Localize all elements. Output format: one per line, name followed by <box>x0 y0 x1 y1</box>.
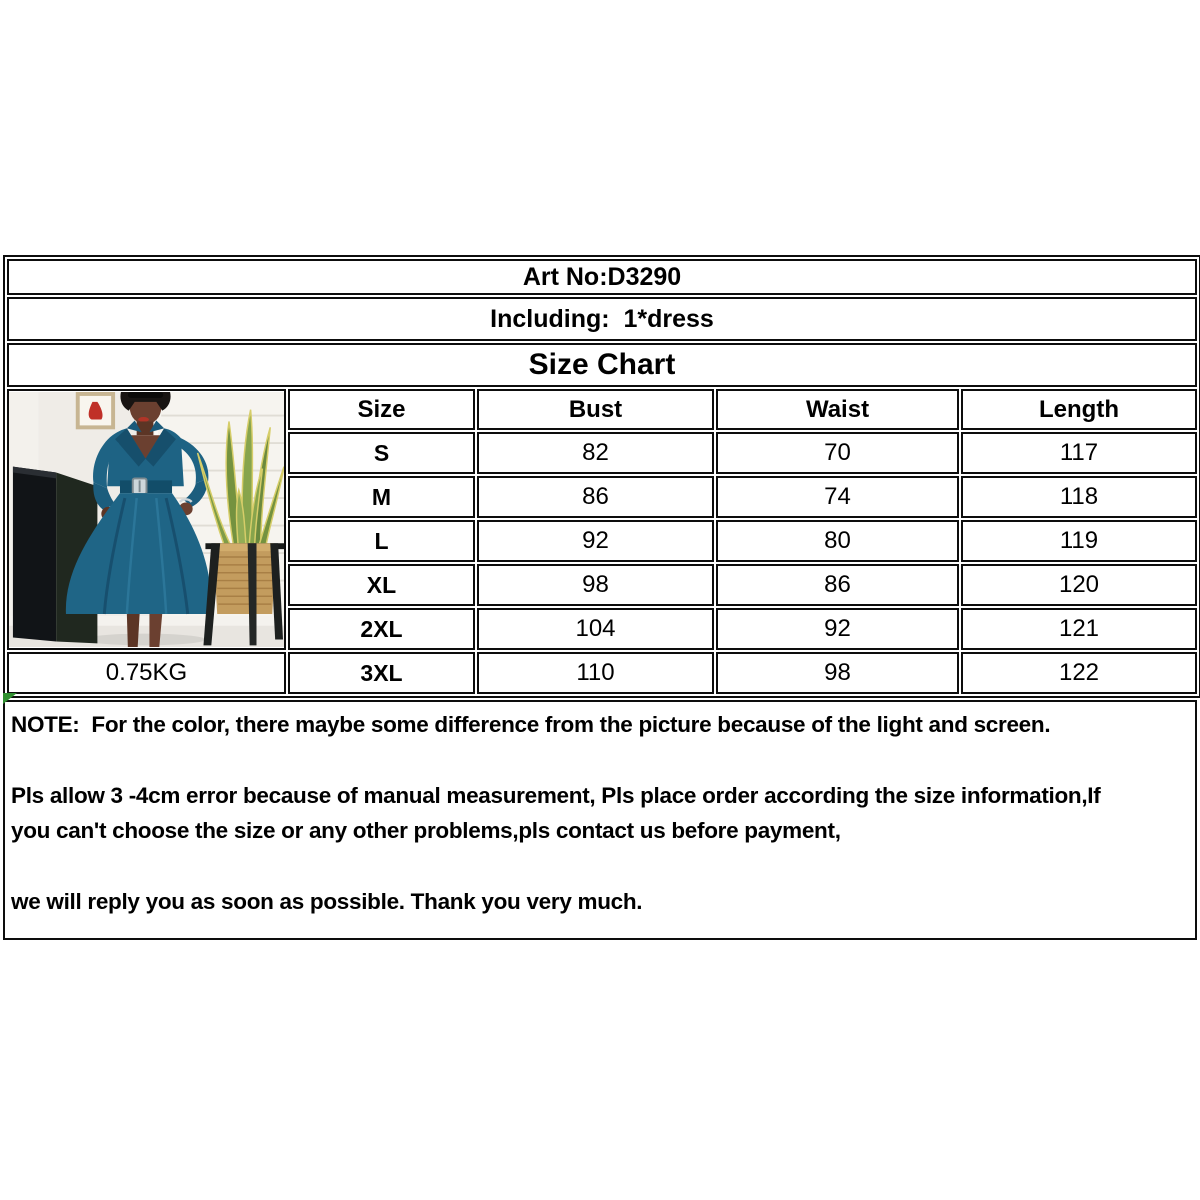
note-line-4: we will reply you as soon as possible. Thank you very much. <box>11 889 643 914</box>
bust-value: 82 <box>477 432 714 474</box>
bust-value: 92 <box>477 520 714 562</box>
waist-value: 86 <box>716 564 959 606</box>
product-detail-sheet <box>3 255 1197 940</box>
size-chart-title: Size Chart <box>7 343 1197 387</box>
size-label: S <box>288 432 475 474</box>
size-label: XL <box>288 564 475 606</box>
bust-value: 104 <box>477 608 714 650</box>
col-header-bust: Bust <box>477 389 714 430</box>
length-value: 120 <box>961 564 1197 606</box>
size-label: L <box>288 520 475 562</box>
including-text: Including: 1*dress <box>7 297 1197 341</box>
waist-value: 92 <box>716 608 959 650</box>
waist-value: 70 <box>716 432 959 474</box>
waist-value: 80 <box>716 520 959 562</box>
size-label: 3XL <box>288 652 475 694</box>
note-line-3: you can't choose the size or any other problems,pls contact us before payment, <box>11 818 841 843</box>
art-no-text: Art No:D3290 <box>7 259 1197 295</box>
product-photo-illustration <box>9 392 284 647</box>
col-header-waist: Waist <box>716 389 959 430</box>
length-value: 121 <box>961 608 1197 650</box>
length-value: 117 <box>961 432 1197 474</box>
bust-value: 98 <box>477 564 714 606</box>
note-line-2: Pls allow 3 -4cm error because of manual measurement, Pls place order according the size information,If <box>11 783 1101 808</box>
size-label: 2XL <box>288 608 475 650</box>
product-photo <box>7 389 286 650</box>
table-row <box>7 652 1197 694</box>
size-label: M <box>288 476 475 518</box>
product-weight: 0.75KG <box>7 652 286 694</box>
size-chart-table <box>3 255 1200 698</box>
col-header-size: Size <box>288 389 475 430</box>
length-value: 122 <box>961 652 1197 694</box>
waist-value: 74 <box>716 476 959 518</box>
note-box <box>3 700 1197 940</box>
green-corner-marker-icon <box>3 693 17 704</box>
note-line-1: NOTE: For the color, there maybe some difference from the picture because of the light and screen. <box>11 712 1051 737</box>
length-value: 118 <box>961 476 1197 518</box>
bust-value: 86 <box>477 476 714 518</box>
waist-value: 98 <box>716 652 959 694</box>
bust-value: 110 <box>477 652 714 694</box>
length-value: 119 <box>961 520 1197 562</box>
col-header-length: Length <box>961 389 1197 430</box>
